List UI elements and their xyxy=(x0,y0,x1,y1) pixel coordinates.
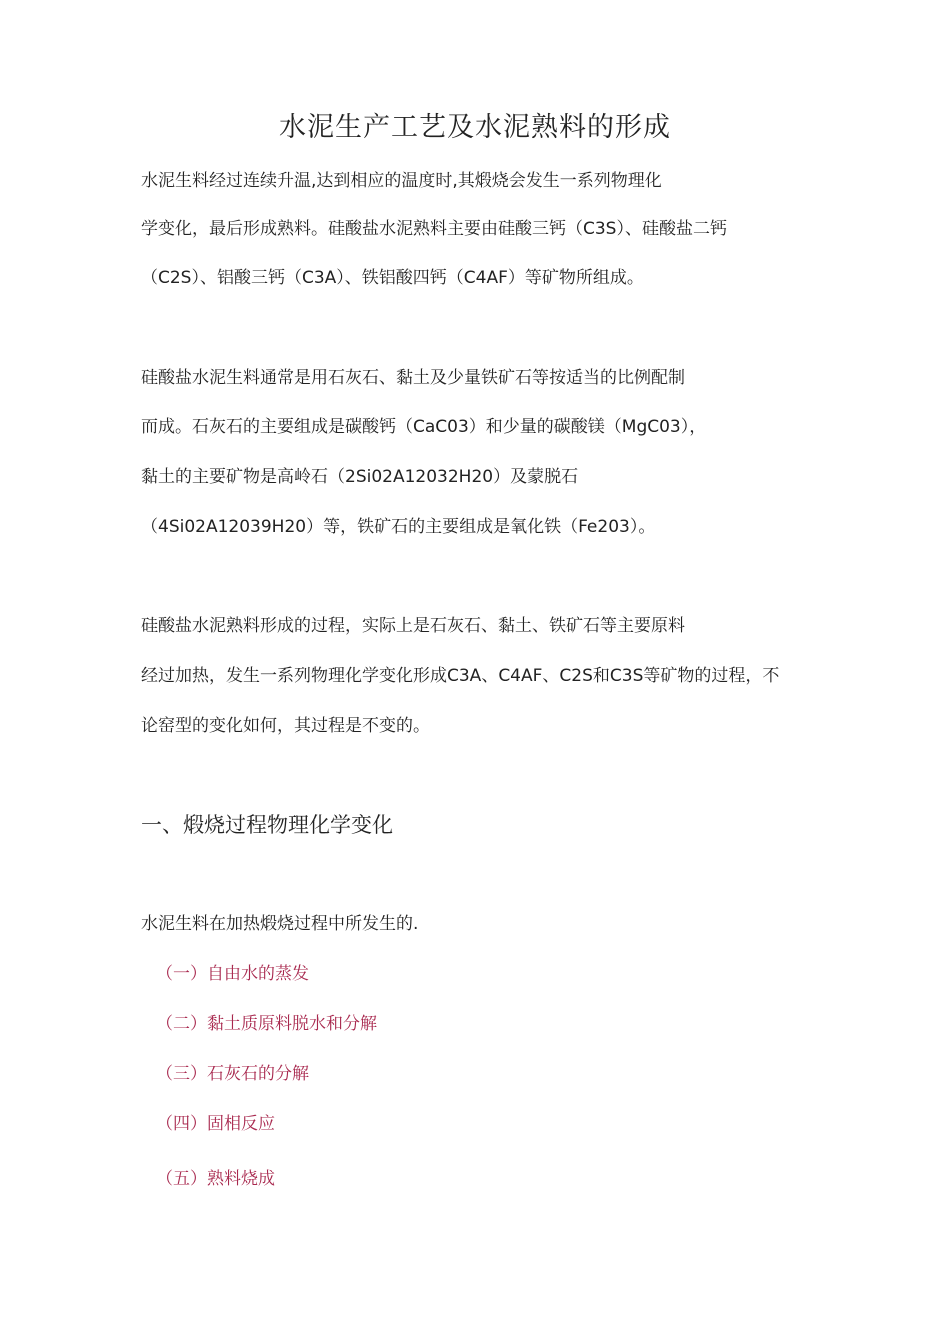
paragraph-3-line-2: 经过加热，发生一系列物理化学变化形成C3A、C4AF、C2S和C3S等矿物的过程，不 xyxy=(141,666,780,686)
paragraph-3-line-3: 论窑型的变化如何，其过程是不变的。 xyxy=(141,716,430,736)
paragraph-1-line-2: 学变化，最后形成熟料。硅酸盐水泥熟料主要由硅酸三钙（C3S）、硅酸盐二钙 xyxy=(141,219,727,239)
stage-item-2: （二）黏土质原料脱水和分解 xyxy=(156,1014,377,1034)
stage-item-5: （五）熟料烧成 xyxy=(156,1169,275,1189)
paragraph-1-line-1: 水泥生料经过连续升温,达到相应的温度时,其煅烧会发生一系列物理化 xyxy=(141,171,662,191)
paragraph-2-line-1: 硅酸盐水泥生料通常是用石灰石、黏土及少量铁矿石等按适当的比例配制 xyxy=(141,368,685,388)
paragraph-2-line-3: 黏土的主要矿物是高岭石（2Si02A12032H20）及蒙脱石 xyxy=(141,467,579,487)
stage-item-4: （四）固相反应 xyxy=(156,1114,275,1134)
stage-item-3: （三）石灰石的分解 xyxy=(156,1064,309,1084)
paragraph-2-line-4: （4Si02A12039H20）等，铁矿石的主要组成是氧化铁（Fe203）。 xyxy=(141,517,656,537)
section-1-heading: 一、煅烧过程物理化学变化 xyxy=(141,813,393,837)
section-1-intro: 水泥生料在加热煅烧过程中所发生的. xyxy=(141,914,419,934)
paragraph-3-line-1: 硅酸盐水泥熟料形成的过程，实际上是石灰石、黏土、铁矿石等主要原料 xyxy=(141,616,685,636)
paragraph-1-line-3: （C2S）、铝酸三钙（C3A）、铁铝酸四钙（C4AF）等矿物所组成。 xyxy=(141,268,644,288)
stage-item-1: （一）自由水的蒸发 xyxy=(156,964,309,984)
paragraph-2-line-2: 而成。石灰石的主要组成是碳酸钙（CaC03）和少量的碳酸镁（MgC03）， xyxy=(141,417,707,437)
document-title: 水泥生产工艺及水泥熟料的形成 xyxy=(279,112,671,143)
